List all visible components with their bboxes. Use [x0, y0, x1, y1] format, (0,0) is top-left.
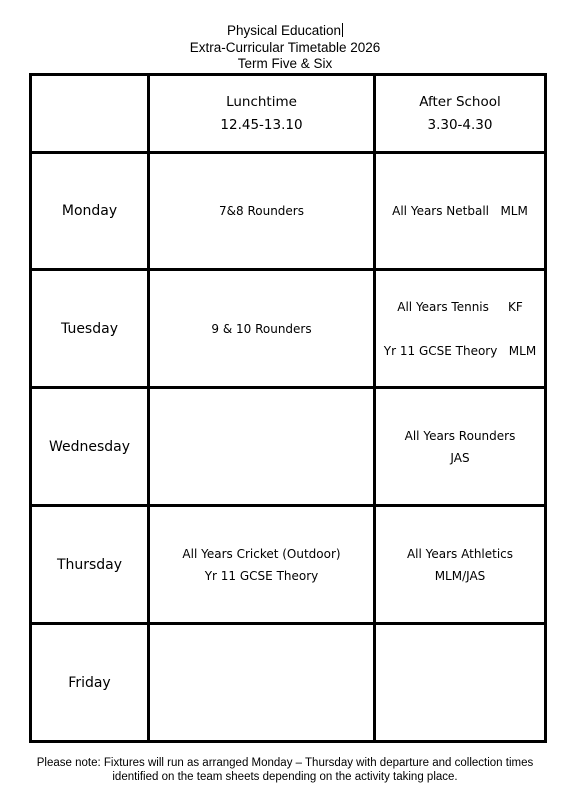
header-lunchtime-cell — [150, 76, 376, 154]
activity-staff: MLM/JAS — [434, 568, 486, 583]
text-cursor — [342, 23, 343, 37]
activity-text: Yr 11 GCSE Theory — [204, 568, 319, 583]
activity-text: All Years Rounders — [404, 428, 516, 443]
lunchtime-cell-thursday — [150, 507, 376, 625]
after-school-cell-tuesday — [376, 271, 544, 389]
day-cell-wednesday: Wednesday — [32, 389, 150, 507]
activity-text: All Years Tennis KF — [397, 299, 523, 314]
activity-text: 7&8 Rounders — [219, 204, 304, 218]
footer-note — [0, 757, 570, 784]
activity-text: All Years Netball MLM — [392, 204, 528, 218]
header-lunchtime-time: 12.45-13.10 — [220, 116, 303, 133]
after-school-cell-thursday — [376, 507, 544, 625]
title-term: Term Five & Six — [237, 56, 333, 71]
title-subject: Physical Education — [226, 23, 342, 38]
footer-note-line1: Please note: Fixtures will run as arranged Monday – Thursday with departure and collection times — [36, 757, 534, 769]
activity-text: 9 & 10 Rounders — [211, 321, 312, 336]
header-after-school-label: After School — [419, 93, 501, 110]
lunchtime-cell-tuesday — [150, 271, 376, 389]
header-corner-cell — [32, 76, 150, 154]
activity-staff: JAS — [450, 450, 470, 465]
day-cell-monday: Monday — [32, 154, 150, 271]
day-cell-friday: Friday — [32, 625, 150, 740]
day-cell-thursday: Thursday — [32, 507, 150, 625]
footer-note-line2: identified on the team sheets depending on the activity taking place. — [112, 770, 458, 783]
after-school-cell-wednesday — [376, 389, 544, 507]
lunchtime-cell-friday — [150, 625, 376, 740]
lunchtime-cell-monday — [150, 154, 376, 271]
timetable-grid — [29, 73, 547, 743]
lunchtime-cell-wednesday — [150, 389, 376, 507]
header-after-school-cell — [376, 76, 544, 154]
header-lunchtime-label: Lunchtime — [226, 93, 297, 110]
activity-text: All Years Cricket (Outdoor) — [182, 546, 341, 561]
after-school-cell-friday — [376, 625, 544, 740]
activity-text: All Years Athletics — [406, 546, 514, 561]
document-title — [0, 23, 570, 73]
title-timetable: Extra-Curricular Timetable 2026 — [189, 39, 381, 55]
after-school-cell-monday — [376, 154, 544, 271]
activity-text: Yr 11 GCSE Theory MLM — [383, 343, 537, 358]
day-cell-tuesday: Tuesday — [32, 271, 150, 389]
header-after-school-time: 3.30-4.30 — [427, 116, 493, 133]
